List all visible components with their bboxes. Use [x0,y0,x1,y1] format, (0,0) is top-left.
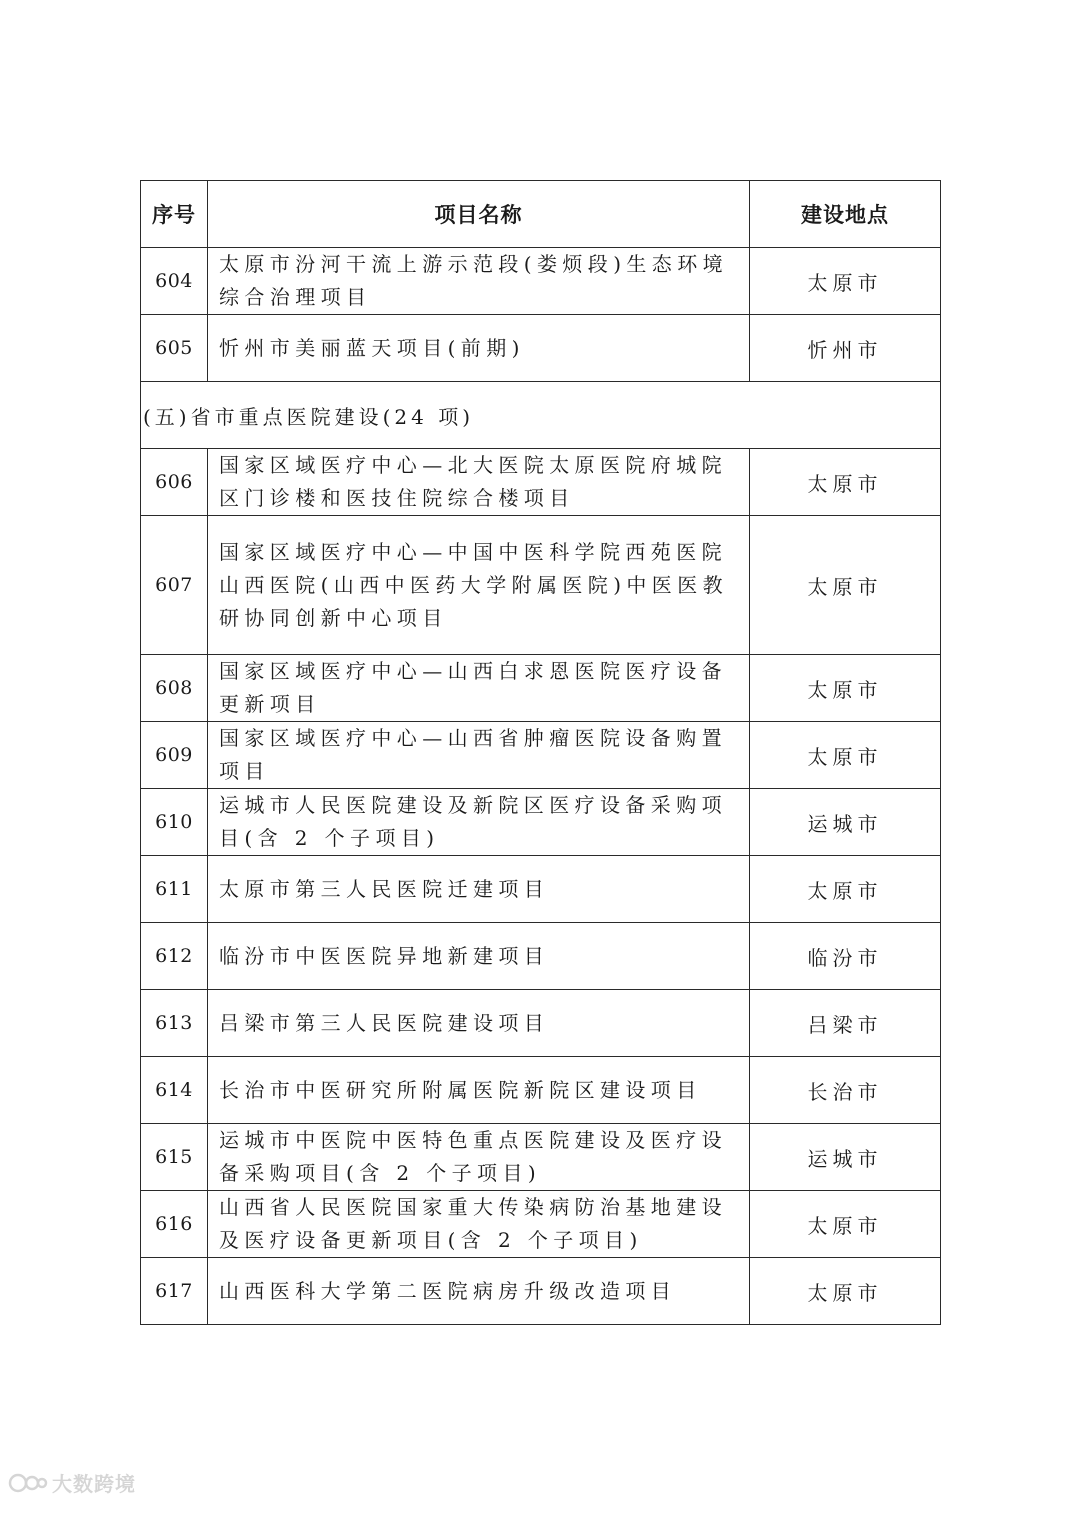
row-name: 山西医科大学第二医院病房升级改造项目 [208,1258,750,1325]
row-location: 临汾市 [750,923,941,990]
brand-logo-icon [8,1470,48,1496]
table-row [141,248,941,315]
row-num: 610 [141,789,208,856]
row-location: 太原市 [750,449,941,516]
header-num: 序号 [141,181,208,248]
row-num: 608 [141,655,208,722]
row-name: 运城市中医院中医特色重点医院建设及医疗设备采购项目(含 2 个子项目) [208,1124,750,1191]
row-location: 太原市 [750,655,941,722]
section-row [141,382,941,449]
table-header-row [141,181,941,248]
row-location: 太原市 [750,1258,941,1325]
row-num: 607 [141,516,208,655]
row-num: 613 [141,990,208,1057]
row-name: 长治市中医研究所附属医院新院区建设项目 [208,1057,750,1124]
table-row [141,315,941,382]
table-row [141,1191,941,1258]
row-num: 616 [141,1191,208,1258]
row-num: 604 [141,248,208,315]
row-name: 山西省人民医院国家重大传染病防治基地建设及医疗设备更新项目(含 2 个子项目) [208,1191,750,1258]
table-row [141,1124,941,1191]
table-row [141,1057,941,1124]
table-row [141,990,941,1057]
row-num: 605 [141,315,208,382]
row-location: 长治市 [750,1057,941,1124]
row-location: 太原市 [750,722,941,789]
row-location: 太原市 [750,856,941,923]
row-name: 国家区域医疗中心—北大医院太原医院府城院区门诊楼和医技住院综合楼项目 [208,449,750,516]
table-row [141,516,941,655]
row-name: 国家区域医疗中心—中国中医科学院西苑医院山西医院(山西中医药大学附属医院)中医医教研协同创新中心项目 [208,516,750,655]
projects-table [140,180,941,1325]
table-row [141,1258,941,1325]
header-name: 项目名称 [208,181,750,248]
table-row [141,789,941,856]
table-row [141,856,941,923]
row-num: 609 [141,722,208,789]
row-name: 太原市第三人民医院迁建项目 [208,856,750,923]
row-num: 612 [141,923,208,990]
row-location: 吕梁市 [750,990,941,1057]
row-name: 临汾市中医医院异地新建项目 [208,923,750,990]
header-location: 建设地点 [750,181,941,248]
row-name: 忻州市美丽蓝天项目(前期) [208,315,750,382]
row-name: 运城市人民医院建设及新院区医疗设备采购项目(含 2 个子项目) [208,789,750,856]
table-row [141,923,941,990]
row-num: 615 [141,1124,208,1191]
row-num: 606 [141,449,208,516]
row-name: 太原市汾河干流上游示范段(娄烦段)生态环境综合治理项目 [208,248,750,315]
row-name: 国家区域医疗中心—山西白求恩医院医疗设备更新项目 [208,655,750,722]
row-num: 617 [141,1258,208,1325]
watermark [8,1468,136,1497]
row-location: 太原市 [750,248,941,315]
row-name: 国家区域医疗中心—山西省肿瘤医院设备购置项目 [208,722,750,789]
row-location: 运城市 [750,789,941,856]
table-row [141,655,941,722]
row-location: 太原市 [750,1191,941,1258]
watermark-text: 大数跨境 [52,1472,136,1496]
row-num: 614 [141,1057,208,1124]
table-row [141,449,941,516]
row-location: 忻州市 [750,315,941,382]
row-num: 611 [141,856,208,923]
section-title: (五)省市重点医院建设(24 项) [141,382,941,449]
row-name: 吕梁市第三人民医院建设项目 [208,990,750,1057]
row-location: 运城市 [750,1124,941,1191]
table-row [141,722,941,789]
row-location: 太原市 [750,516,941,655]
